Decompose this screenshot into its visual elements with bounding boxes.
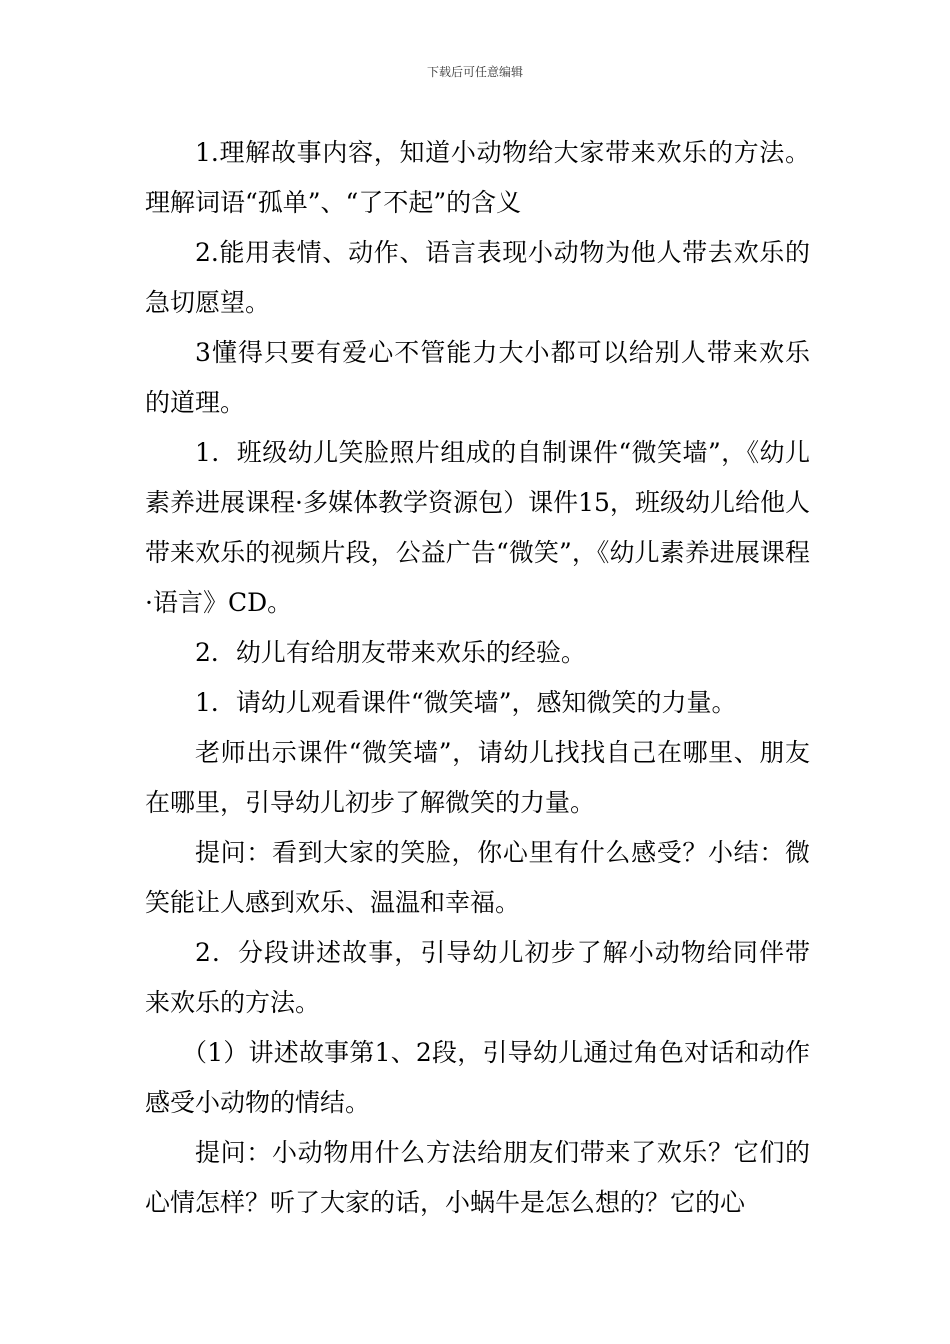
- document-body: [145, 128, 810, 1228]
- paragraph-goal-2: 2.能用表情、动作、语言表现小动物为他人带去欢乐的急切愿望。: [145, 238, 810, 317]
- paragraph-question-summary: 提问：看到大家的笑脸，你心里有什么感受？小结：微笑能让人感到欢乐、温温和幸福。: [145, 838, 810, 917]
- paragraph-prep-1: 1．班级幼儿笑脸照片组成的自制课件“微笑墙”，《幼儿素养进展课程·多媒体教学资源包）课件15，班级幼儿给他人带来欢乐的视频片段，公益广告“微笑”，《幼儿素养进展课程·语言》CD。: [145, 438, 810, 617]
- page-header-note: 下载后可任意编辑: [426, 65, 523, 79]
- paragraph-goal-3: 3懂得只要有爱心不管能力大小都可以给别人带来欢乐的道理。: [145, 338, 810, 417]
- paragraph-step-2: 2．分段讲述故事，引导幼儿初步了解小动物给同伴带来欢乐的方法。: [145, 938, 810, 1017]
- paragraph-teacher-show: 老师出示课件“微笑墙”，请幼儿找找自己在哪里、朋友在哪里，引导幼儿初步了解微笑的力量。: [145, 738, 810, 817]
- paragraph-question-animals: 提问：小动物用什么方法给朋友们带来了欢乐？它们的心情怎样？听了大家的话，小蜗牛是怎么想的？它的心: [145, 1138, 810, 1217]
- paragraph-goal-1: 1.理解故事内容，知道小动物给大家带来欢乐的方法。理解词语“孤单”、“了不起”的含义: [145, 138, 810, 217]
- paragraph-step-1: 1．请幼儿观看课件“微笑墙”，感知微笑的力量。: [195, 688, 737, 717]
- paragraph-prep-2: 2．幼儿有给朋友带来欢乐的经验。: [195, 638, 586, 667]
- paragraph-step-2-1: （1）讲述故事第1、2段，引导幼儿通过角色对话和动作感受小动物的情结。: [145, 1038, 810, 1117]
